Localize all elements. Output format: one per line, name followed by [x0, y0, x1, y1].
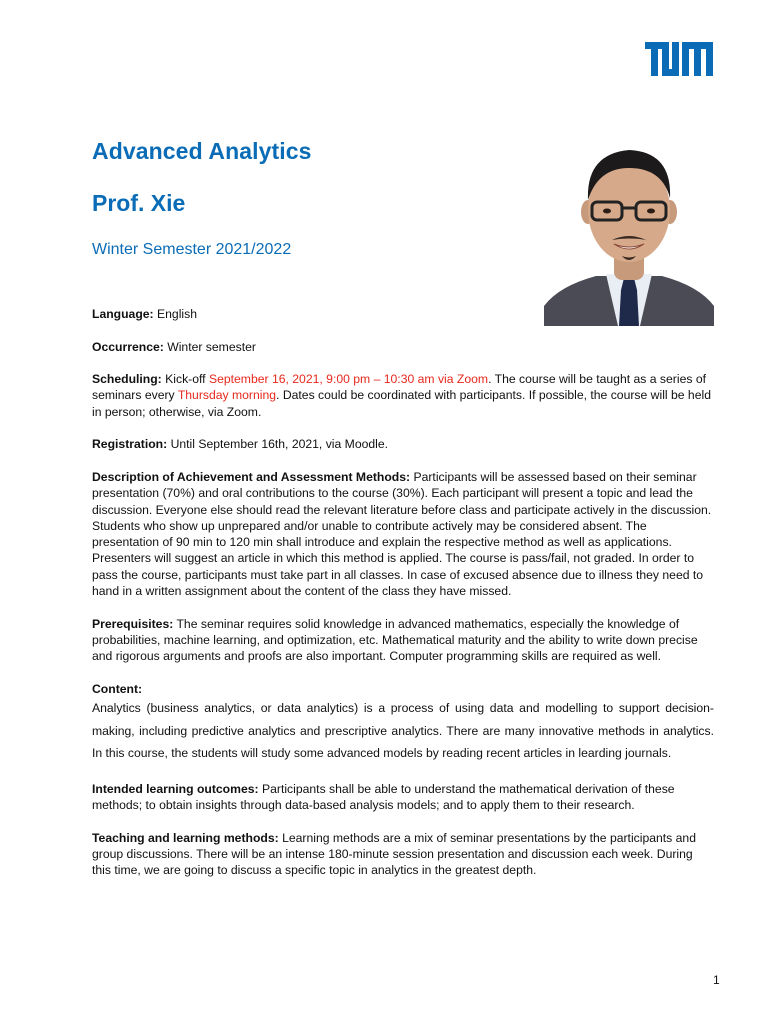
prerequisites-line — [92, 616, 714, 665]
content-label: Content: — [92, 681, 143, 696]
course-details — [92, 306, 714, 895]
scheduling-text-1: Kick-off — [165, 372, 206, 387]
prerequisites-value: The seminar requires solid knowledge in advanced mathematics, especially the knowledge of probabilities, machine learning, and optimization, etc. Mathematical maturity and the ability to write down precise and rigorous arguments and proofs are also important. Computer programming skills are required as well. — [92, 616, 698, 664]
professor-portrait — [544, 138, 714, 326]
course-title: Advanced Analytics — [92, 138, 312, 164]
language-line — [92, 306, 714, 322]
content-value: Analytics (business analytics, or data analytics) is a process of using data and modelling to support decision-making, including predictive analytics and prescriptive analytics. There are many innovative methods in analytics. In this course, the students will study some advanced models by reading recent articles in learding journals. — [92, 701, 714, 761]
prerequisites-label: Prerequisites: — [92, 616, 174, 631]
language-value: English — [157, 307, 197, 321]
occurrence-value: Winter semester — [167, 339, 256, 354]
methods-label: Teaching and learning methods: — [92, 830, 279, 845]
occurrence-label: Occurrence: — [92, 339, 164, 354]
outcomes-label: Intended learning outcomes: — [92, 781, 259, 796]
semester: Winter Semester 2021/2022 — [92, 241, 292, 258]
professor-name: Prof. Xie — [92, 190, 186, 216]
outcomes-value: Participants shall be able to understand the mathematical derivation of these methods; to obtain insights through data-based analysis models; and to apply them to their research. — [92, 781, 675, 812]
language-label: Language: — [92, 307, 154, 321]
registration-value: Until September 16th, 2021, via Moodle. — [170, 437, 389, 452]
outcomes-line — [92, 781, 714, 814]
assessment-line — [92, 469, 714, 599]
kickoff-date: September 16, 2021, 9:00 pm – 10:30 am via Zoom — [208, 372, 489, 387]
scheduling-label: Scheduling: — [92, 372, 162, 387]
page-number: 1 — [713, 973, 720, 987]
scheduling-text-3: . Dates could be coordinated with participants. If possible, the course will be held in person; otherwise, via Zoom. — [92, 388, 711, 419]
assessment-label: Description of Achievement and Assessment Methods: — [92, 469, 411, 484]
scheduling-text-2: . The course will be taught as a series of seminars every — [92, 372, 706, 403]
tum-logo-icon — [645, 42, 713, 76]
methods-value: Learning methods are a mix of seminar presentations by the participants and group discussions. There will be an intense 180-minute session presentation and discussion each week. During this time, we are going to discuss a specific topic in analytics in the greatest depth. — [92, 830, 696, 878]
scheduling-line — [92, 371, 714, 420]
assessment-value: Participants will be assessed based on their seminar presentation (70%) and oral contributions to the course (30%). Each participant will present a topic and lead the discussion. Everyone else should read the relevant literature before class and participate actively in the discussion. Students who show up unprepared and/or unable to contribute actively may be considered absent. The presentation of 90 min to 120 min shall introduce and explain the respective method as well as applications. Presenters will suggest an article in which this method is applied. The course is pass/fail, not graded. In order to pass the course, participants must take part in all classes. In case of excused absence due to illness they need to hand in a written assignment about the content of the class they have missed. — [92, 469, 712, 599]
methods-line — [92, 830, 714, 879]
registration-label: Registration: — [92, 437, 168, 452]
registration-line — [92, 436, 714, 452]
occurrence-line — [92, 339, 714, 355]
seminar-day: Thursday morning — [177, 388, 277, 403]
content-heading-line — [92, 681, 714, 697]
